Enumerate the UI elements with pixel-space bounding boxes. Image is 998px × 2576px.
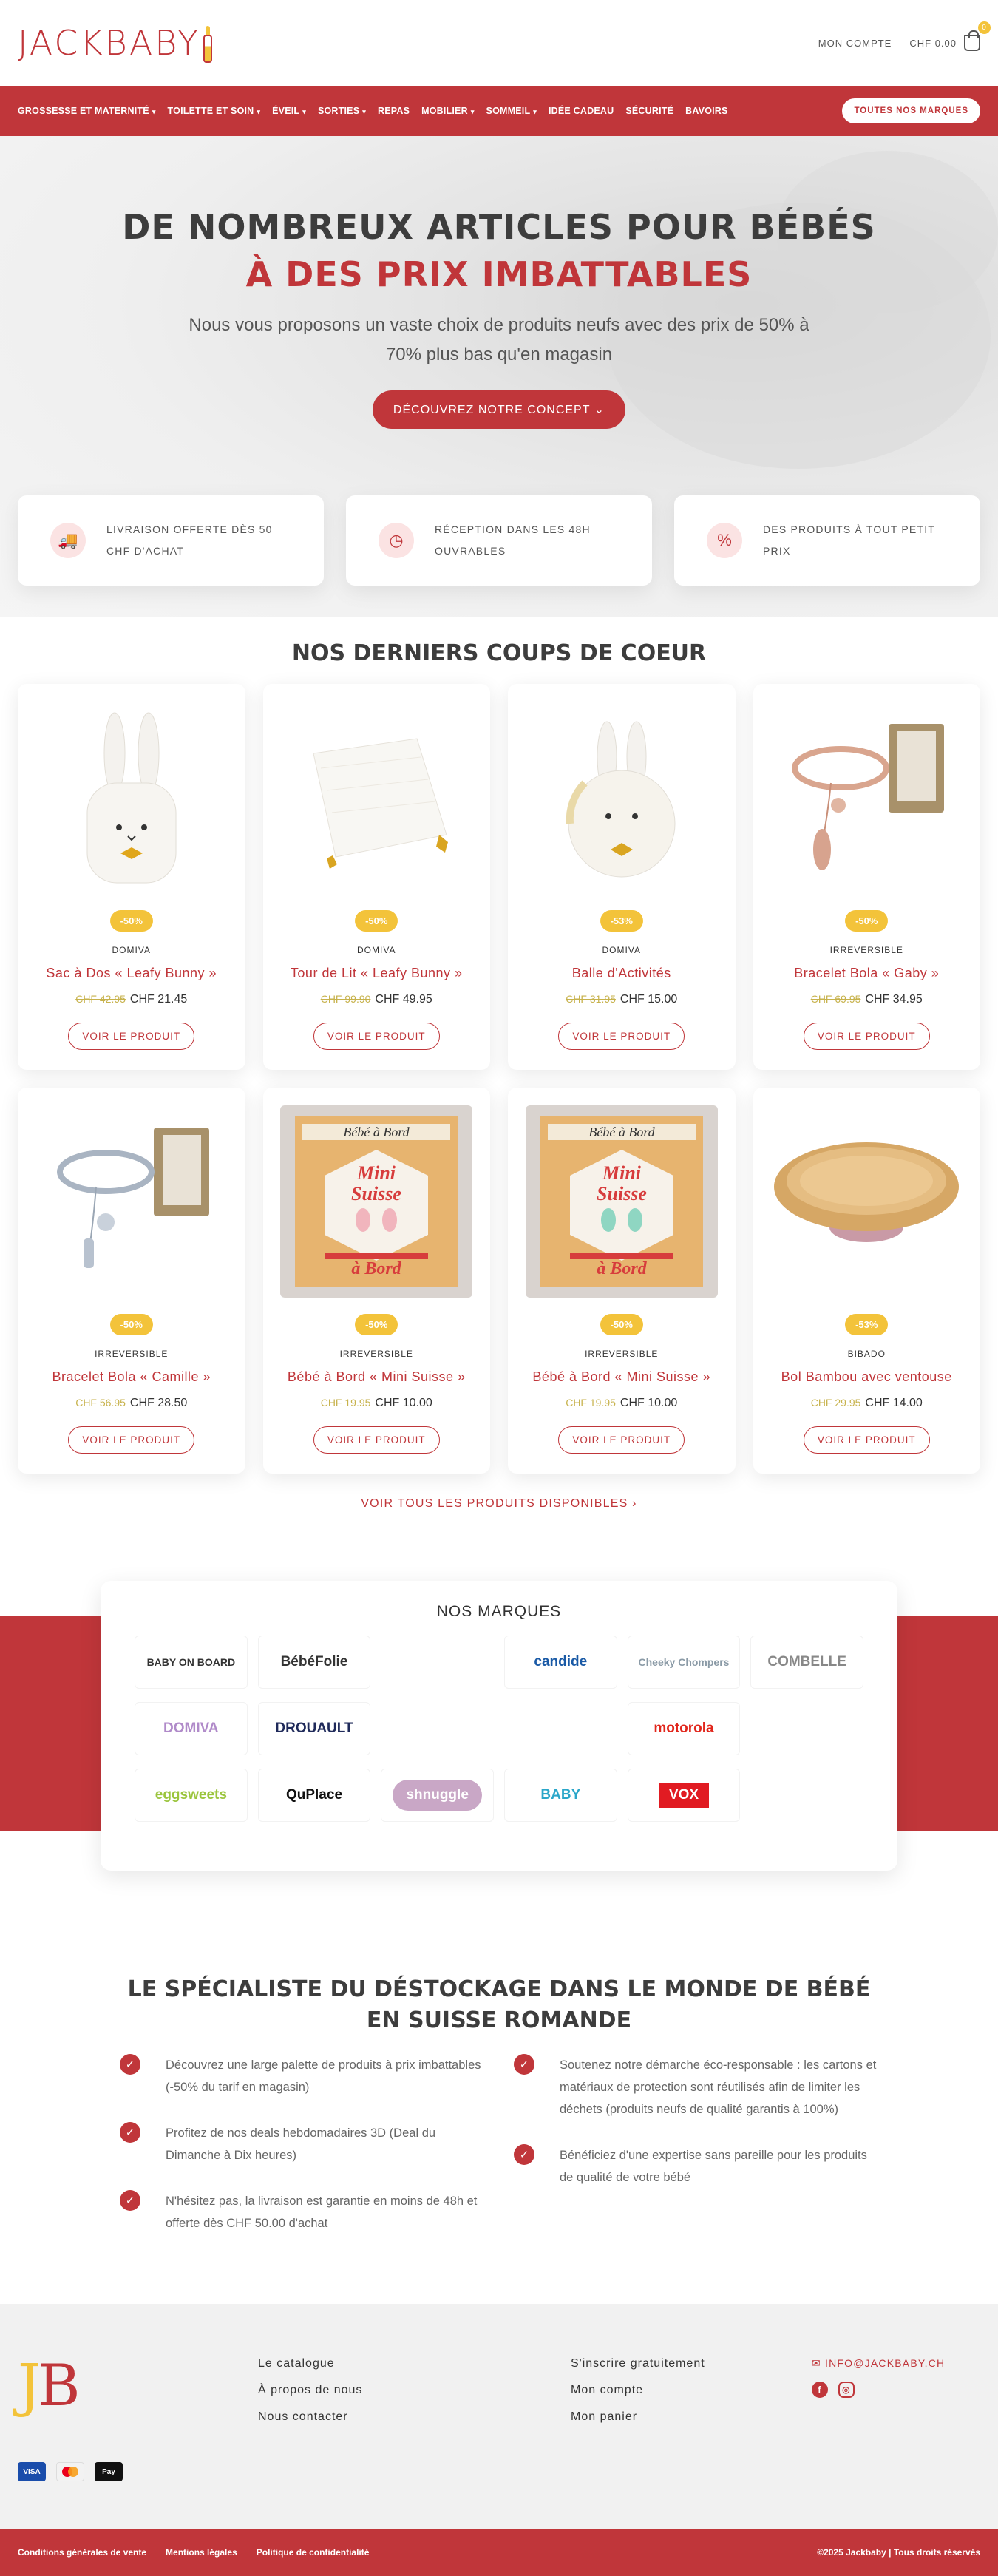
- product-prices: [321, 993, 432, 1006]
- specialist-columns: [0, 2036, 998, 2258]
- brand-logo[interactable]: [628, 1702, 741, 1755]
- brand-logo-text: BABY: [540, 1787, 581, 1803]
- brand-logo-text: candide: [534, 1654, 588, 1670]
- product-image[interactable]: [770, 702, 963, 894]
- old-price: CHF 42.95: [75, 993, 126, 1005]
- nav-item[interactable]: [625, 106, 673, 116]
- discount-badge: -50%: [355, 910, 398, 932]
- footer-logo[interactable]: [18, 2353, 78, 2419]
- nav-item[interactable]: [168, 106, 261, 116]
- brand-logo-text: VOX: [659, 1783, 709, 1808]
- legal-links: [18, 2547, 369, 2558]
- product-card: [263, 1088, 491, 1474]
- nav-item[interactable]: [486, 106, 537, 116]
- mastercard-icon: [56, 2462, 84, 2481]
- product-prices: [566, 1397, 677, 1410]
- footer-link[interactable]: À propos de nous: [258, 2384, 363, 2396]
- discount-badge: -50%: [110, 910, 153, 932]
- copyright: ©2025 Jackbaby | Tous droits réservés: [817, 2547, 980, 2558]
- feature-text: RÉCEPTION DANS LES 48H OUVRABLES: [435, 523, 591, 557]
- hero-content: [0, 136, 998, 429]
- legal-link[interactable]: Conditions générales de vente: [18, 2547, 147, 2558]
- footer-column-2: [571, 2357, 705, 2437]
- brand-logo[interactable]: [258, 1636, 371, 1689]
- product-image[interactable]: [280, 1105, 472, 1298]
- checkmark-icon: ✓: [514, 2054, 534, 2075]
- product-name[interactable]: Bracelet Bola « Camille »: [52, 1369, 211, 1384]
- footer-column-1: [258, 2357, 362, 2437]
- product-prices: [75, 1397, 187, 1410]
- logo-text: JACKBABY: [18, 23, 200, 63]
- nav-item-label: MOBILIER: [421, 106, 468, 116]
- checkmark-icon: ✓: [120, 2122, 140, 2143]
- sale-price: CHF 14.00: [865, 1397, 923, 1409]
- brand-logo[interactable]: [135, 1702, 248, 1755]
- old-price: CHF 99.90: [320, 993, 371, 1005]
- nav-item-label: BAVOIRS: [685, 106, 728, 116]
- site-header: [0, 0, 998, 86]
- footer-link[interactable]: S'inscrire gratuitement: [571, 2357, 705, 2370]
- old-price: CHF 19.95: [320, 1397, 371, 1409]
- brand-logo[interactable]: [258, 1769, 371, 1822]
- product-name[interactable]: Bracelet Bola « Gaby »: [794, 966, 940, 980]
- product-name[interactable]: Sac à Dos « Leafy Bunny »: [46, 966, 217, 980]
- sale-price: CHF 15.00: [619, 993, 678, 1006]
- brand-logo-placeholder: [381, 1702, 494, 1755]
- discount-badge: -50%: [600, 1314, 643, 1335]
- sale-price: CHF 34.95: [865, 993, 923, 1006]
- product-image[interactable]: [526, 702, 718, 894]
- nav-item[interactable]: [421, 106, 474, 116]
- header-actions: [818, 24, 987, 51]
- twint-icon: Pay: [95, 2462, 123, 2481]
- brand-logo[interactable]: [628, 1769, 741, 1822]
- nav-item-label: TOILETTE ET SOIN: [167, 106, 254, 116]
- product-brand: DOMIVA: [112, 945, 151, 955]
- brand-logo-text: BébéFolie: [280, 1654, 348, 1670]
- footer-email-text: INFO@JACKBABY.CH: [825, 2357, 946, 2369]
- svg-text:Bébé à Bord: Bébé à Bord: [588, 1125, 655, 1139]
- features-row: [18, 495, 980, 586]
- cart-total: CHF 0.00: [909, 37, 957, 49]
- nav-item-label: REPAS: [377, 106, 410, 116]
- product-brand: IRREVERSIBLE: [95, 1349, 169, 1359]
- brand-logo-text: COMBELLE: [767, 1654, 846, 1670]
- chevron-right-icon: ›: [632, 1497, 637, 1510]
- sale-price: CHF 21.45: [129, 993, 188, 1006]
- account-link[interactable]: MON COMPTE: [818, 37, 892, 49]
- brand-logo-text: BABY ON BOARD: [146, 1656, 236, 1668]
- old-price: CHF 56.95: [75, 1397, 126, 1409]
- footer-contact: [812, 2357, 945, 2398]
- footer-email[interactable]: [812, 2357, 945, 2370]
- old-price: CHF 69.95: [810, 993, 861, 1005]
- discount-badge: -50%: [355, 1314, 398, 1335]
- brand-logo-text: Cheeky Chompers: [638, 1656, 730, 1668]
- legal-link[interactable]: Mentions légales: [166, 2547, 237, 2558]
- specialist-item: [120, 2122, 484, 2166]
- products-section-title: NOS DERNIERS COUPS DE COEUR: [291, 640, 707, 666]
- product-image[interactable]: [280, 702, 472, 894]
- product-card: [508, 684, 736, 1070]
- checkmark-icon: ✓: [120, 2190, 140, 2211]
- brand-logo[interactable]: [135, 1769, 248, 1822]
- view-product-button[interactable]: VOIR LE PRODUIT: [313, 1426, 440, 1454]
- product-card: [753, 684, 981, 1070]
- svg-text:à Bord: à Bord: [597, 1259, 647, 1278]
- product-card: [753, 1088, 981, 1474]
- sale-price: CHF 28.50: [129, 1397, 188, 1409]
- site-logo[interactable]: [18, 23, 214, 63]
- nav-item-label: IDÉE CADEAU: [549, 106, 614, 116]
- footer-bottom-bar: [0, 2529, 998, 2576]
- view-product-button[interactable]: VOIR LE PRODUIT: [558, 1426, 685, 1454]
- brand-logo-text: QuPlace: [285, 1787, 343, 1803]
- specialist-text: Soutenez notre démarche éco-responsable : les cartons et matériaux de protection sont réutilisés afin de limiter les déchets (produits neufs de qualité garantis à 100%): [560, 2058, 877, 2116]
- nav-item[interactable]: [685, 106, 727, 116]
- site-footer: [0, 2304, 998, 2576]
- footer-link[interactable]: Le catalogue: [258, 2357, 335, 2370]
- nav-item-label: SÉCURITÉ: [625, 106, 674, 116]
- facebook-icon[interactable]: f: [812, 2382, 828, 2398]
- brand-logo-placeholder: [750, 1769, 863, 1822]
- brand-logo[interactable]: [381, 1769, 494, 1822]
- product-prices: [75, 993, 187, 1006]
- brand-logo-placeholder: [504, 1702, 617, 1755]
- product-image[interactable]: [526, 1105, 718, 1298]
- specialist-right-column: [514, 2054, 878, 2258]
- visa-icon: VISA: [18, 2462, 46, 2481]
- product-grid: [0, 684, 998, 1474]
- nav-item[interactable]: [318, 106, 366, 116]
- view-product-button[interactable]: VOIR LE PRODUIT: [68, 1426, 194, 1454]
- old-price: CHF 31.95: [566, 993, 616, 1005]
- nav-item-label: SOMMEIL: [486, 106, 531, 116]
- feature-text: DES PRODUITS À TOUT PETIT PRIX: [763, 523, 935, 557]
- discount-badge: -53%: [845, 1314, 888, 1335]
- chevron-down-icon: ▾: [152, 108, 156, 115]
- cart-link[interactable]: [909, 24, 987, 51]
- footer-logo-text: JB: [18, 2353, 78, 2419]
- social-links: [812, 2382, 945, 2398]
- brand-logo-text: motorola: [654, 1721, 714, 1736]
- brands-title: NOS MARQUES: [436, 1603, 562, 1620]
- brand-logo-text: shnuggle: [393, 1780, 481, 1811]
- discount-badge: -53%: [600, 910, 643, 932]
- product-image[interactable]: [35, 702, 228, 894]
- discover-concept-button[interactable]: [373, 390, 625, 429]
- footer-link[interactable]: Mon panier: [571, 2410, 638, 2423]
- chevron-down-icon: ▾: [533, 108, 537, 115]
- brand-logo-placeholder: [750, 1702, 863, 1755]
- nav-item-label: ÉVEIL: [272, 106, 300, 116]
- sale-price: CHF 10.00: [375, 1397, 432, 1409]
- sale-price: CHF 10.00: [619, 1397, 678, 1409]
- product-prices: [811, 993, 923, 1006]
- sale-price: CHF 49.95: [375, 993, 432, 1006]
- legal-link[interactable]: Politique de confidentialité: [256, 2547, 370, 2558]
- product-name[interactable]: Bol Bambou avec ventouse: [781, 1369, 952, 1384]
- nav-item[interactable]: [272, 106, 306, 116]
- feature-card: [18, 495, 324, 586]
- product-prices: [811, 1397, 923, 1410]
- truck-icon: 🚚: [50, 523, 86, 558]
- feature-text: LIVRAISON OFFERTE DÈS 50 CHF D'ACHAT: [106, 523, 273, 557]
- main-nav: [0, 86, 998, 136]
- product-name[interactable]: Bébé à Bord « Mini Suisse »: [532, 1369, 711, 1384]
- footer-link[interactable]: Mon compte: [571, 2384, 644, 2396]
- nav-item-label: GROSSESSE ET MATERNITÉ: [18, 106, 149, 116]
- chevron-down-icon: ▾: [302, 108, 306, 115]
- chevron-down-icon: ⌄: [594, 404, 605, 416]
- product-name[interactable]: Balle d'Activités: [571, 966, 671, 980]
- product-card: [263, 684, 491, 1070]
- brand-logo-text: eggsweets: [155, 1787, 227, 1803]
- chevron-down-icon: ▾: [257, 108, 261, 115]
- specialist-text: N'hésitez pas, la livraison est garantie en moins de 48h et offerte dès CHF 50.00 d'achat: [166, 2194, 478, 2230]
- product-image[interactable]: [35, 1105, 228, 1298]
- mastercard-circles: [61, 2466, 80, 2478]
- product-image[interactable]: [770, 1105, 963, 1298]
- product-name[interactable]: Bébé à Bord « Mini Suisse »: [287, 1369, 466, 1384]
- svg-text:Mini: Mini: [602, 1162, 641, 1184]
- specialist-item: [120, 2054, 484, 2098]
- payment-methods: [18, 2462, 123, 2481]
- specialist-title: LE SPÉCIALISTE DU DÉSTOCKAGE DANS LE MONDE DE BÉBÉ EN SUISSE ROMANDE: [127, 1976, 871, 2033]
- product-brand: IRREVERSIBLE: [829, 945, 903, 955]
- product-brand: DOMIVA: [357, 945, 396, 955]
- product-brand: DOMIVA: [602, 945, 641, 955]
- product-brand: IRREVERSIBLE: [339, 1349, 413, 1359]
- view-product-button[interactable]: VOIR LE PRODUIT: [313, 1023, 440, 1050]
- svg-text:Suisse: Suisse: [596, 1183, 647, 1204]
- specialist-item: [514, 2144, 878, 2189]
- footer-link[interactable]: Nous contacter: [258, 2410, 348, 2423]
- hero-banner: [0, 136, 998, 617]
- checkmark-icon: ✓: [514, 2144, 534, 2165]
- specialist-item: [120, 2190, 484, 2234]
- old-price: CHF 19.95: [566, 1397, 616, 1409]
- brands-section: [0, 1581, 998, 1871]
- footer-logo-j: J: [18, 2353, 38, 2419]
- nav-item[interactable]: [378, 106, 410, 116]
- nav-item[interactable]: [18, 106, 156, 116]
- brand-logo[interactable]: [135, 1636, 248, 1689]
- svg-text:Bébé à Bord: Bébé à Bord: [343, 1125, 410, 1139]
- cart-count-badge: 0: [978, 21, 991, 34]
- discount-badge: -50%: [845, 910, 888, 932]
- product-card: [508, 1088, 736, 1474]
- nav-item-label: SORTIES: [317, 106, 360, 116]
- specialist-left-column: [120, 2054, 484, 2258]
- brands-card: [101, 1581, 897, 1871]
- product-card: [18, 1088, 245, 1474]
- instagram-icon[interactable]: ◎: [838, 2382, 855, 2398]
- hero-title-line2: À DES PRIX IMBATTABLES: [245, 254, 753, 294]
- brand-logo[interactable]: [504, 1636, 617, 1689]
- clock-icon: ◷: [379, 523, 414, 558]
- chevron-down-icon: ▾: [362, 108, 366, 115]
- brand-logo[interactable]: [504, 1769, 617, 1822]
- specialist-text: Bénéficiez d'une expertise sans pareille pour les produits de qualité de votre bébé: [560, 2149, 867, 2184]
- specialist-text: Profitez de nos deals hebdomadaires 3D (Deal du Dimanche à Dix heures): [166, 2126, 436, 2162]
- specialist-section: [0, 1871, 998, 2258]
- product-brand: IRREVERSIBLE: [585, 1349, 659, 1359]
- all-products-link[interactable]: [0, 1497, 998, 1511]
- brand-logo[interactable]: [750, 1636, 863, 1689]
- svg-text:à Bord: à Bord: [351, 1259, 401, 1278]
- percent-icon: %: [707, 523, 742, 558]
- specialist-item: [514, 2054, 878, 2121]
- discount-badge: -50%: [110, 1314, 153, 1335]
- all-products-label: VOIR TOUS LES PRODUITS DISPONIBLES: [361, 1497, 628, 1510]
- specialist-text: Découvrez une large palette de produits à prix imbattables (-50% du tarif en magasin): [166, 2058, 481, 2094]
- mail-icon: ✉: [812, 2357, 826, 2369]
- view-product-button[interactable]: VOIR LE PRODUIT: [68, 1023, 194, 1050]
- view-product-button[interactable]: VOIR LE PRODUIT: [804, 1426, 930, 1454]
- brand-logo-text: DROUAULT: [275, 1721, 353, 1736]
- product-name[interactable]: Tour de Lit « Leafy Bunny »: [290, 966, 463, 980]
- chevron-down-icon: ▾: [470, 108, 475, 115]
- svg-text:Mini: Mini: [357, 1162, 396, 1184]
- hero-title-line1: DE NOMBREUX ARTICLES POUR BÉBÉS: [122, 207, 876, 247]
- view-product-button[interactable]: VOIR LE PRODUIT: [804, 1023, 930, 1050]
- svg-text:Suisse: Suisse: [351, 1183, 402, 1204]
- checkmark-icon: ✓: [120, 2054, 140, 2075]
- old-price: CHF 29.95: [810, 1397, 861, 1409]
- product-brand: BIBADO: [847, 1349, 886, 1359]
- product-card: [18, 684, 245, 1070]
- hero-subtitle: Nous vous proposons un vaste choix de produits neufs avec des prix de 50% à 70% plus bas qu'en magasin: [189, 315, 809, 365]
- discover-concept-label: DÉCOUVREZ NOTRE CONCEPT: [393, 404, 591, 416]
- all-brands-button[interactable]: TOUTES NOS MARQUES: [842, 98, 980, 123]
- bottle-icon: [202, 26, 214, 63]
- brand-logo-text: DOMIVA: [163, 1721, 219, 1736]
- brand-logo-placeholder: [381, 1636, 494, 1689]
- feature-card: [674, 495, 980, 586]
- product-prices: [321, 1397, 432, 1410]
- view-product-button[interactable]: VOIR LE PRODUIT: [558, 1023, 685, 1050]
- nav-item[interactable]: [549, 106, 614, 116]
- feature-card: [346, 495, 652, 586]
- brand-logo[interactable]: [628, 1636, 741, 1689]
- brand-logo[interactable]: [258, 1702, 371, 1755]
- shopping-bag-icon: [964, 24, 987, 51]
- brands-grid: [135, 1636, 863, 1822]
- product-prices: [566, 993, 677, 1006]
- nav-menu: [18, 106, 728, 116]
